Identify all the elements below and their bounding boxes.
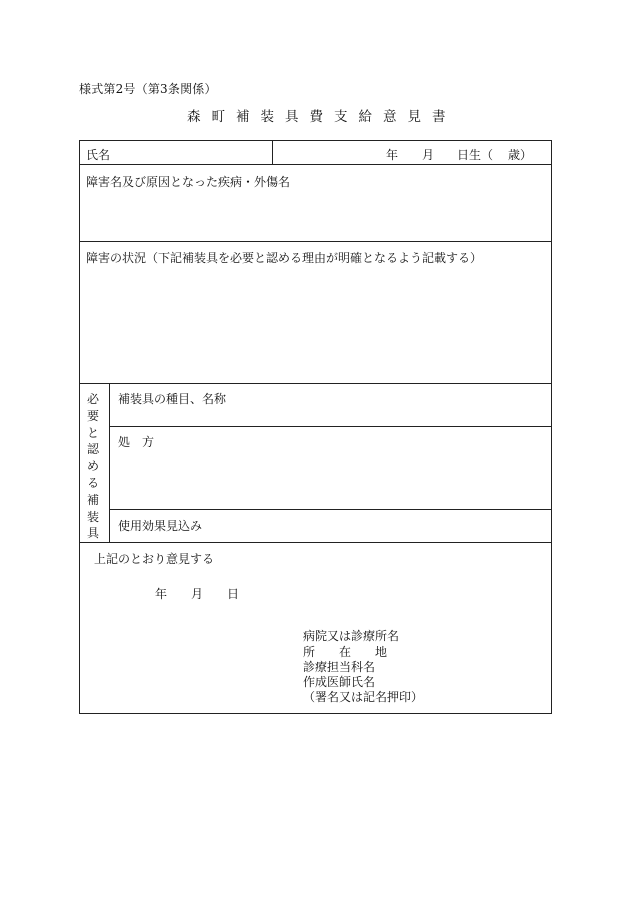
column-divider <box>109 383 110 542</box>
hospital-name-label: 病院又は診療所名 <box>303 629 400 643</box>
vertical-char: る <box>86 475 99 490</box>
document-title: 森町補装具費支給意見書 <box>187 109 457 125</box>
row-divider <box>80 383 551 384</box>
row-divider <box>109 426 551 427</box>
opinion-form-table <box>79 140 552 714</box>
vertical-char: 具 <box>86 526 99 541</box>
doctor-name-label: 作成医師氏名 <box>303 675 376 689</box>
vertical-char: 認 <box>86 442 99 457</box>
vertical-char: め <box>86 459 99 474</box>
device-type-field[interactable] <box>118 406 546 424</box>
prescription-label: 処 方 <box>118 435 155 449</box>
device-type-label: 補装具の種目、名称 <box>118 392 227 406</box>
birth-year-label: 年 <box>386 148 399 162</box>
date-day-label: 日 <box>227 587 240 601</box>
date-month-label: 月 <box>191 587 204 601</box>
prescription-field[interactable] <box>118 449 546 505</box>
disability-name-label: 障害名及び原因となった疾病・外傷名 <box>86 175 291 189</box>
vertical-char: 必 <box>86 392 99 406</box>
disability-status-field[interactable] <box>86 267 546 377</box>
form-number: 様式第2号（第3条関係） <box>79 82 217 96</box>
name-field[interactable] <box>120 142 268 162</box>
signature-note: （署名又は記名押印） <box>303 690 424 704</box>
date-year-label: 年 <box>155 587 168 601</box>
necessary-device-vertical-label <box>86 391 100 542</box>
birth-month-label: 月 <box>422 148 435 162</box>
disability-name-field[interactable] <box>86 191 546 237</box>
row-divider <box>109 509 551 510</box>
birth-day-label: 日生（ <box>457 148 494 162</box>
address-label: 所 在 地 <box>303 645 388 659</box>
age-label: 歳） <box>508 148 533 162</box>
row-divider <box>80 241 551 242</box>
name-label: 氏名 <box>86 148 111 162</box>
vertical-char: 要 <box>86 408 99 423</box>
expected-effect-label: 使用効果見込み <box>118 519 203 533</box>
vertical-char: と <box>86 425 99 440</box>
opinion-statement: 上記のとおり意見する <box>94 552 215 566</box>
row-divider <box>80 164 551 165</box>
department-label: 診療担当科名 <box>303 660 376 674</box>
column-divider <box>272 141 273 164</box>
vertical-char: 補 <box>86 492 99 507</box>
disability-status-label: 障害の状況（下記補装具を必要と認める理由が明確となるよう記載する） <box>86 251 483 265</box>
expected-effect-field[interactable] <box>210 513 546 537</box>
row-divider <box>80 542 551 543</box>
vertical-char: 装 <box>86 509 99 524</box>
